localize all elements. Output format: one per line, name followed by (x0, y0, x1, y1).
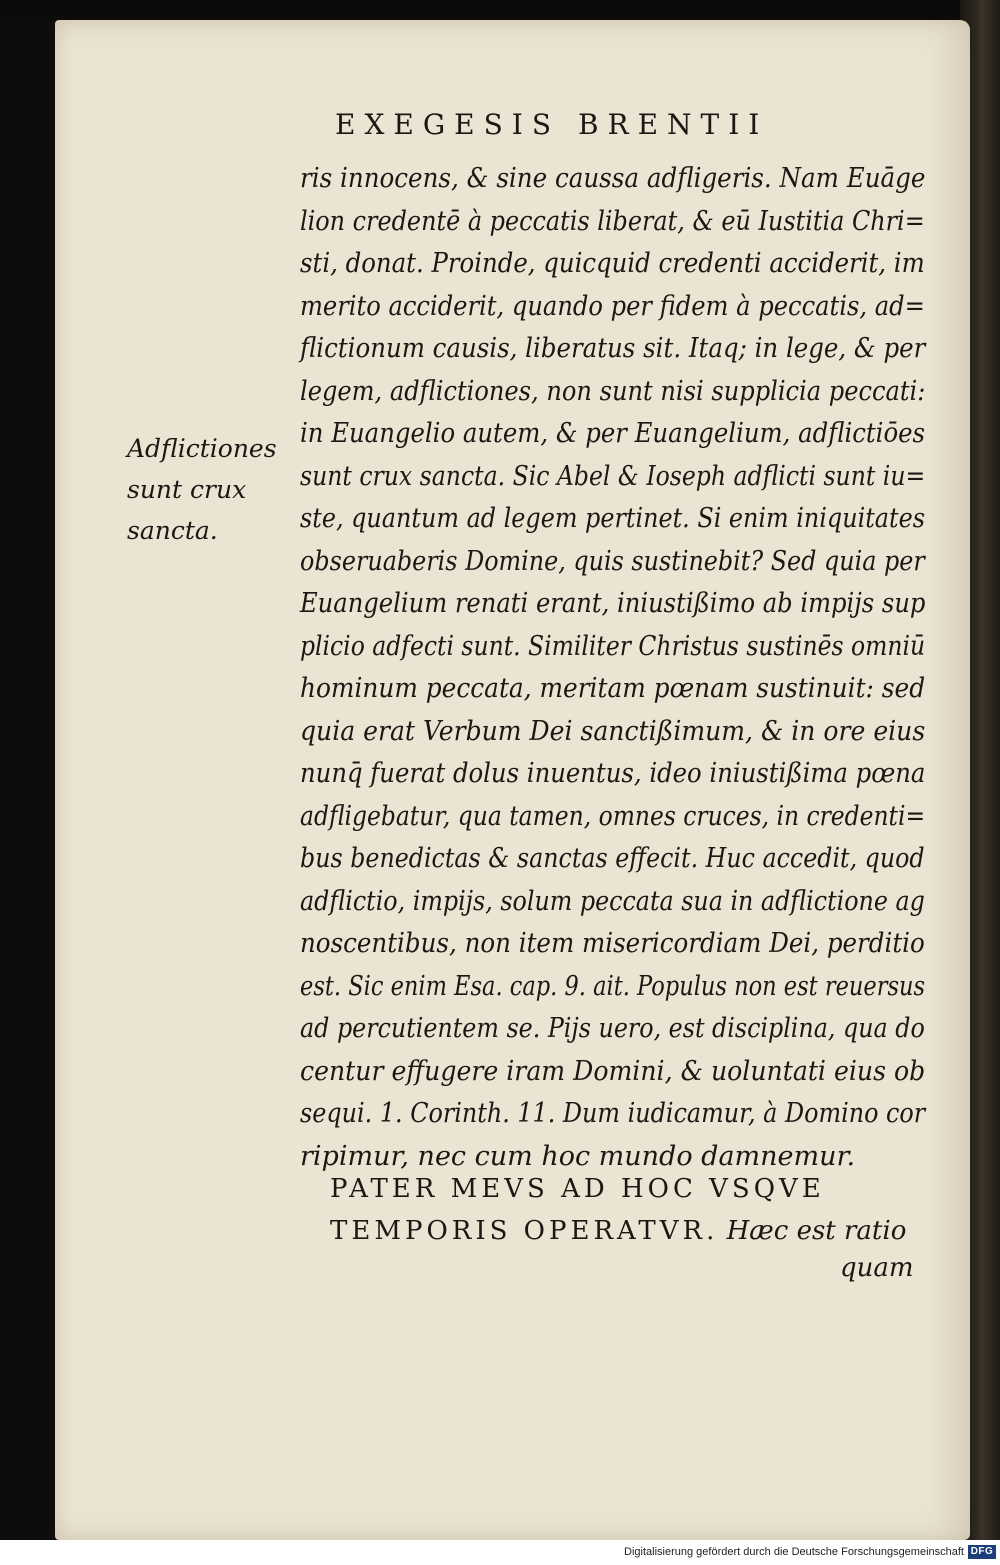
dfg-logo-icon: DFG (968, 1545, 996, 1559)
text-line: bus benedictas & sanctas effecit. Huc accedit, quod (300, 843, 925, 874)
text-line: sequi. 1. Corinth. 11. Dum iudicamur, à Domino cor (300, 1098, 926, 1129)
margin-note (127, 428, 292, 551)
text-line: Euangelium renati erant, iniustißimo ab impijs sup (300, 588, 926, 619)
text-line: est. Sic enim Esa. cap. 9. ait. Populus non est reuersus (300, 970, 926, 1002)
text-line: hominum peccata, meritam pœnam sustinuit: sed (300, 673, 926, 704)
text-line: nunq̄ fuerat dolus inuentus, ideo iniustißima pœna (300, 758, 926, 789)
text-line: ris innocens, & sine caussa adfligeris. Nam Euāge (300, 163, 926, 194)
text-line: adflictio, impijs, solum peccata sua in adflictione ag (300, 885, 925, 917)
book-edge-top (0, 0, 1000, 22)
margin-note-line: sunt crux (127, 475, 247, 504)
text-line: ste, quantum ad legem pertinet. Si enim iniquitates (300, 503, 925, 534)
footer-credit: Digitalisierung gefördert durch die Deutsche Forschungsgemeinschaft (624, 1546, 964, 1558)
text-line: sti, donat. Proinde, quicquid credenti acciderit, im (300, 248, 925, 279)
text-line: noscentibus, non item misericordiam Dei, perditio (300, 928, 925, 959)
text-line: flictionum causis, liberatus sit. Itaq; in lege, & per (300, 333, 926, 364)
text-line: ripimur, nec cum hoc mundo damnemur. (300, 1140, 856, 1172)
text-line: ad percutientem se. Pijs uero, est disciplina, qua do (300, 1013, 925, 1044)
text-line: adfligebatur, qua tamen, omnes cruces, in credenti= (300, 800, 926, 832)
text-line: legem, adflictiones, non sunt nisi supplicia peccati: (300, 375, 926, 407)
running-head: EXEGESIS BRENTII (335, 108, 769, 141)
section-heading-line (330, 1210, 930, 1252)
catchword: quam (840, 1253, 914, 1283)
text-line: lion credentē à peccatis liberat, & eū Iustitia Chri= (300, 205, 925, 237)
text-line: plicio adfecti sunt. Similiter Christus sustinēs omniū (300, 630, 926, 662)
text-line: in Euangelio autem, & per Euangelium, adflictiōes (300, 418, 926, 449)
section-heading-tail: Hæc est ratio (726, 1216, 907, 1246)
text-line: sunt crux sancta. Sic Abel & Ioseph adflicti sunt iu= (300, 460, 926, 492)
body-text (300, 158, 930, 1178)
section-heading-line: PATER MEVS AD HOC VSQVE (330, 1174, 825, 1204)
section-heading (330, 1168, 930, 1252)
text-line: merito acciderit, quando per fidem à peccatis, ad= (300, 290, 925, 322)
section-heading-caps: TEMPORIS OPERATVR. (330, 1216, 719, 1246)
margin-note-line: Adflictiones (127, 434, 277, 463)
text-line: obseruaberis Domine, quis sustinebit? Sed quia per (300, 545, 925, 577)
text-line: quia erat Verbum Dei sanctißimum, & in ore eius (300, 715, 926, 747)
text-line: centur effugere iram Domini, & uoluntati eius ob (300, 1055, 926, 1087)
margin-note-line: sancta. (127, 516, 218, 545)
